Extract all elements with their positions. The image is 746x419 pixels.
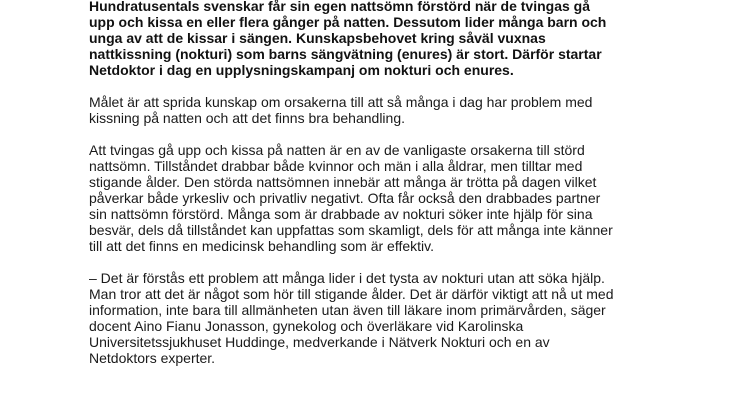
body-paragraph-goal: Målet är att sprida kunskap om orsakerna till att så många i dag har problem med kissning på natten och att det finns bra behandling. xyxy=(89,94,593,126)
body-paragraph-quote: – Det är förstås ett problem att många lider i det tysta av nokturi utan att söka hjälp. Man tror att det är något som hör till stigande ålder. Det är därför viktigt att nå ut med information, inte bara till allmänheten utan även till läkare inom primärvården, säger docent Aino Fianu Jonasson, gynekolog och överläkare vid Karolinska Universitetssjukhuset Huddinge, medverkande i Nätverk Nokturi och en av Netdoktors experter. xyxy=(89,270,614,366)
article-body xyxy=(89,0,689,382)
body-paragraph-nocturia: Att tvingas gå upp och kissa på natten är en av de vanligaste orsakerna till störd nattsömn. Tillståndet drabbar både kvinnor och män i alla åldrar, men tilltar med stigande ålder. Den störda nattsömnen innebär att många är trötta på dagen vilket påverkar både yrkesliv och privatliv negativt. Ofta får också den drabbades partner sin nattsömn förstörd. Många som är drabbade av nokturi söker inte hjälp för sina besvär, dels då tillståndet kan uppfattas som skamligt, dels för att många inte känner till att det finns en medicinsk behandling som är effektiv. xyxy=(89,142,613,254)
lead-paragraph: Hundratusentals svenskar får sin egen nattsömn förstörd när de tvingas gå upp och kissa en eller flera gånger på natten. Dessutom lider många barn och unga av att de kissar i sängen. Kunskapsbehovet kring såväl vuxnas nattkissning (nokturi) som barns sängvätning (enures) är stort. Därför startar Netdoktor i dag en upplysningskampanj om nokturi och enures. xyxy=(89,0,607,78)
